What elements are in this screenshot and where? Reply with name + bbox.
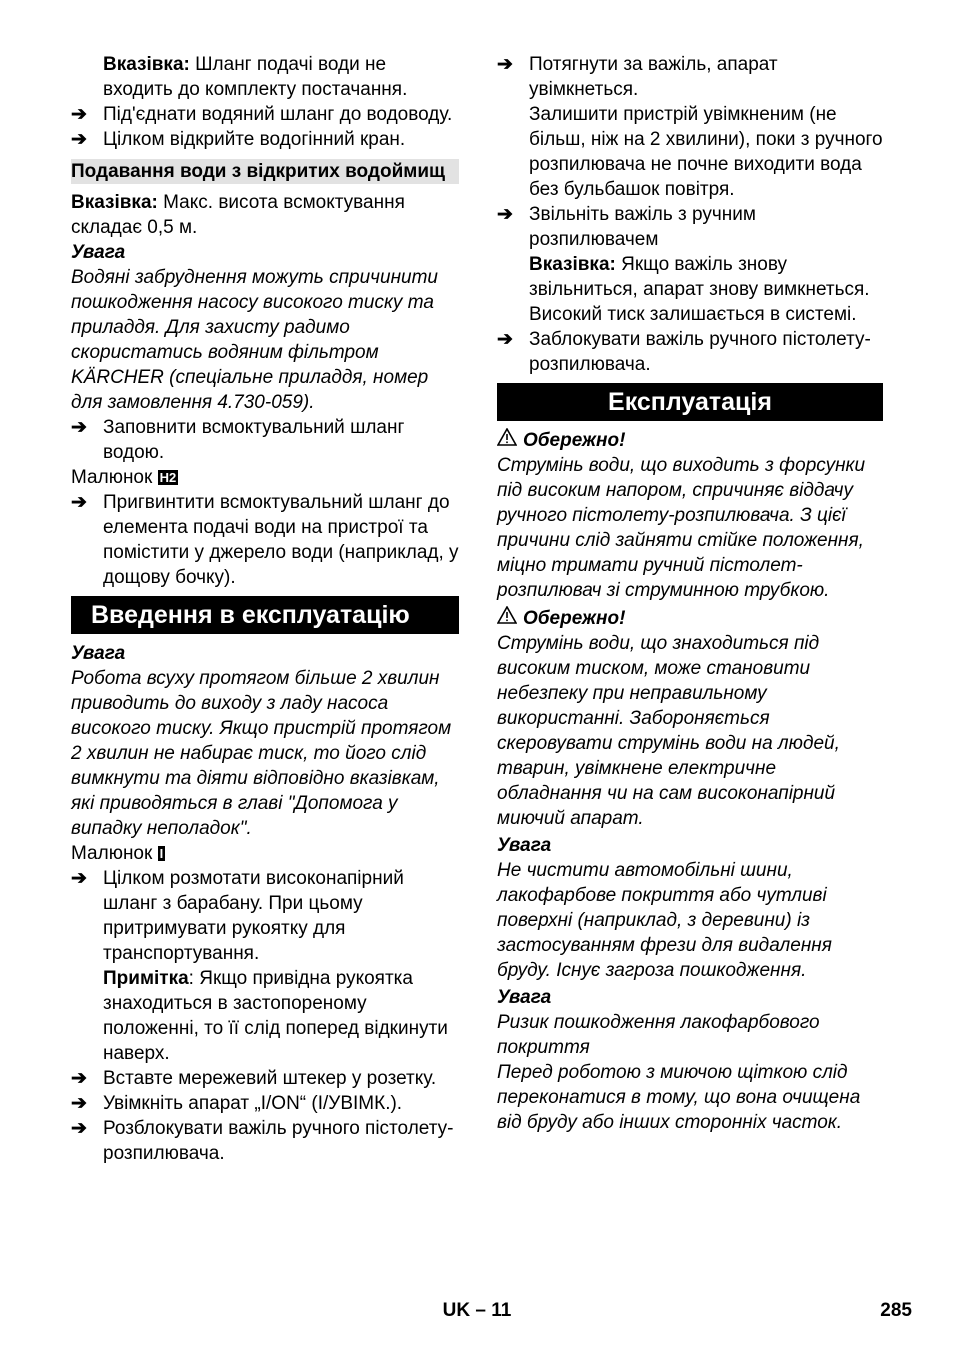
step-fill-hose	[71, 415, 459, 465]
step-text: Під'єднати водяний шланг до водоводу.	[103, 104, 453, 125]
section-heading-operation: Експлуатація	[497, 383, 883, 421]
step-text: Звільніть важіль з ручним розпилювачем	[529, 204, 756, 250]
arrow-right-icon: ➔	[71, 1118, 87, 1139]
step-open-tap	[71, 127, 459, 152]
page-number: 285	[880, 1300, 912, 1321]
remark-text: : Якщо привідна рукоятка знаходиться в застопореному положенні, то її слід поперед відкинути наверх.	[103, 968, 448, 1064]
arrow-right-icon: ➔	[71, 129, 87, 150]
note-label: Вказівка:	[529, 254, 616, 275]
caution-text: Ризик пошкодження лакофарбового покриття	[497, 1012, 820, 1058]
caution-title: Увага	[71, 242, 126, 263]
caution-text: Водяні забруднення можуть спричинити пошкодження насосу високого тиску та приладдя. Для захисту радимо скористатись водяним фільтром KÄRCHER (спеціальне приладдя, номер для замовлення 4.730-059).	[71, 267, 438, 413]
remark	[71, 966, 459, 1066]
figure-badge: I	[159, 846, 164, 861]
arrow-right-icon: ➔	[497, 329, 513, 350]
note-label: Вказівка:	[71, 192, 158, 213]
step-text: Заблокувати важіль ручного пістолету-розпилювача.	[529, 329, 871, 375]
step-continuation: Залишити пристрій увімкненим (не більш, ніж на 2 хвилини), поки з ручного розпилювача не почне виходити вода без бульбашок повітря.	[529, 104, 883, 200]
danger-text: Струмінь води, що знаходиться під високим тиском, може становити небезпеку при неправильному використанні. Забороняється скеровувати струмінь води на людей, тварин, увімкнене електричне обладнання чи на сам високонапірний миючий апарат.	[497, 633, 840, 829]
figure-ref	[71, 465, 459, 490]
danger-text: Струмінь води, що виходить з форсунки під високим напором, спричиняє віддачу ручного пістолету-розпилювача. З цієї причини слід зайняти стійке положення, міцно тримати ручний пістолет-розпилювач зі струминною трубкою.	[497, 455, 866, 601]
step-text: Цілком відкрийте водогінний кран.	[103, 129, 406, 150]
step-pull-lever	[497, 52, 883, 102]
caution-text: Робота всуху протягом більше 2 хвилин приводить до виходу з ладу насоса високого тиску. Якщо пристрій протягом 2 хвилин не набирає тиск, то його слід вимкнути та діяти відповідно вказівкам, які приводяться в главі "Допомога у випадку неполадок".	[71, 668, 452, 839]
step-text: Цілком розмотати високонапірний шланг з барабану. При цьому притримувати рукоятку для транспортування.	[103, 868, 404, 964]
caution-text: Перед роботою з миючою щіткою слід переконатися в тому, що вона очищена від бруду або інших сторонніх часток.	[497, 1062, 861, 1133]
step-unwind-hose	[71, 866, 459, 966]
step-unlock-lever	[71, 1116, 459, 1166]
remark-label: Примітка	[103, 968, 189, 989]
warning-triangle-icon	[497, 428, 523, 453]
arrow-right-icon: ➔	[71, 104, 87, 125]
caution-title: Увага	[497, 835, 552, 856]
step-screw-hose	[71, 490, 459, 590]
caution-title: Увага	[497, 987, 552, 1008]
step-text: Розблокувати важіль ручного пістолету-розпилювача.	[103, 1118, 454, 1164]
step-text: Потягнути за важіль, апарат увімкнеться.	[529, 54, 778, 100]
danger-title	[497, 606, 883, 631]
arrow-right-icon: ➔	[497, 54, 513, 75]
figure-badge: H2	[159, 470, 177, 485]
note-suction-height	[71, 190, 459, 240]
caution-title: Увага	[71, 643, 126, 664]
step-connect-hose	[71, 102, 459, 127]
warning-triangle-icon	[497, 606, 523, 631]
arrow-right-icon: ➔	[71, 417, 87, 438]
footer-section-label: UK – 11	[442, 1300, 512, 1321]
left-column	[71, 52, 459, 1166]
figure-label: Малюнок	[71, 843, 153, 864]
figure-label: Малюнок	[71, 467, 153, 488]
step-text: Пригвинтити всмоктувальний шланг до елемента подачі води на пристрої та помістити у джерело води (наприклад, у дощову бочку).	[103, 492, 459, 588]
note-text: Макс. висота всмоктування складає 0,5 м.	[71, 192, 405, 238]
danger-title-text: Обережно!	[523, 430, 626, 451]
arrow-right-icon: ➔	[71, 868, 87, 889]
note-label: Вказівка:	[103, 54, 190, 75]
section-heading-startup: Введення в експлуатацію	[71, 596, 459, 634]
note-pressure	[497, 252, 883, 327]
danger-title	[497, 428, 883, 453]
figure-ref	[71, 841, 459, 866]
step-plug-in	[71, 1066, 459, 1091]
caution-text: Не чистити автомобільні шини, лакофарбове покриття або чутливі поверхні (наприклад, з деревини) із застосуванням фрези для видалення бруду. Існує загроза пошкодження.	[497, 860, 832, 981]
subheading-open-water: Подавання води з відкритих водоймищ	[71, 159, 459, 184]
right-column	[497, 52, 883, 1135]
step-lock-lever	[497, 327, 883, 377]
note-hose	[71, 52, 459, 102]
arrow-right-icon: ➔	[71, 1068, 87, 1089]
danger-title-text: Обережно!	[523, 608, 626, 629]
step-text: Заповнити всмоктувальний шланг водою.	[103, 417, 405, 463]
arrow-right-icon: ➔	[497, 204, 513, 225]
arrow-right-icon: ➔	[71, 492, 87, 513]
note-text: Якщо важіль знову звільниться, апарат знову вимкнеться. Високий тиск залишається в системі.	[529, 254, 870, 325]
step-text: Увімкніть апарат „I/ON“ (I/УВІМК.).	[103, 1093, 403, 1114]
step-text: Вставте мережевий штекер у розетку.	[103, 1068, 437, 1089]
step-release-lever	[497, 202, 883, 252]
note-text: Шланг подачі води не входить до комплекту постачання.	[103, 54, 408, 100]
step-switch-on	[71, 1091, 459, 1116]
arrow-right-icon: ➔	[71, 1093, 87, 1114]
